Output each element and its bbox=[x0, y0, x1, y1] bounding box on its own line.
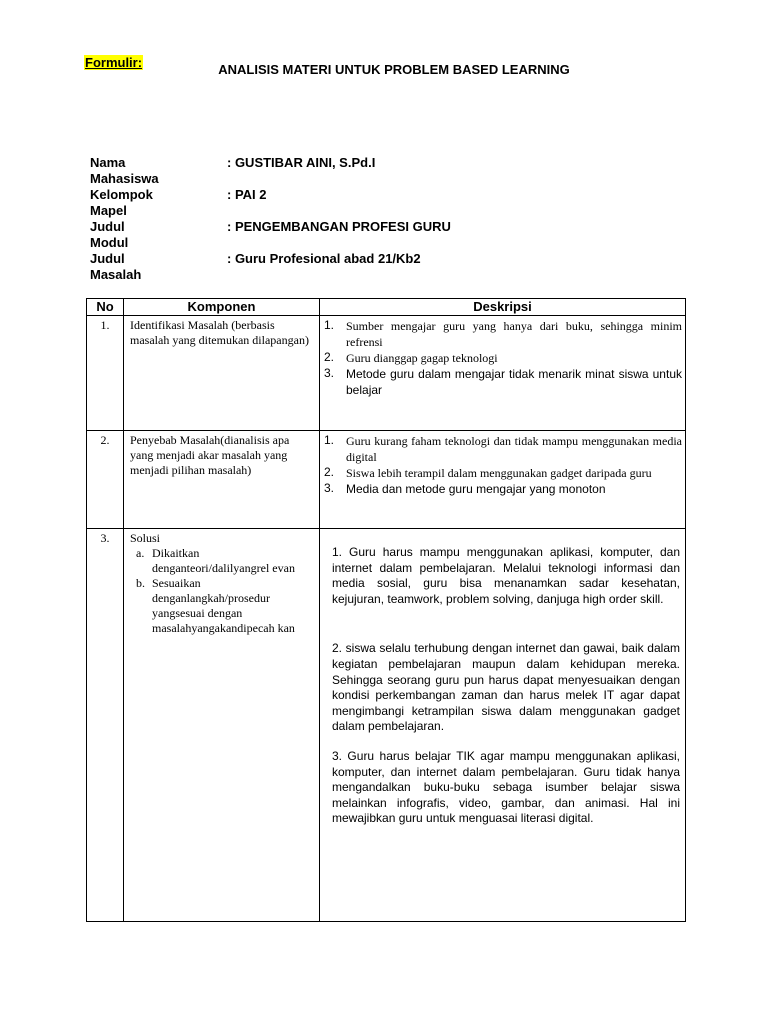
header-component: Komponen bbox=[124, 299, 320, 316]
solution-paragraph: 1. Guru harus mampu menggunakan aplikasi, komputer, dan internet dalam pembelajaran. Melalui teknologi informasi dan media sosial, guru bisa menanamkan sadar kesehatan, kejujuran, teamwork, problem solving, danjuga high order skill. bbox=[332, 545, 680, 606]
info-label: Kelompok Mapel bbox=[90, 187, 153, 218]
table-header-row bbox=[87, 299, 686, 316]
table-row bbox=[87, 316, 686, 431]
list-item: b. Sesuaikan denganlangkah/prosedur yangsesuai dengan masalahyangakandipecah kan bbox=[136, 576, 295, 635]
row-component bbox=[124, 529, 320, 922]
solution-paragraph: 2. siswa selalu terhubung dengan internet dan gawai, baik dalam kegiatan pembelajaran maupun dalam kehidupan mereka. Sehingga seorang guru pun harus dapat menyesuaikan dengan kondisi perkembangan zaman dan harus melek IT agar dapat mengimbangi ketrampilan siswa dalam menggunakan gadget dalam pembelajaran. bbox=[332, 641, 680, 734]
row-description bbox=[320, 529, 686, 922]
list-item: 1. Sumber mengajar guru yang hanya dari buku, sehingga minim refrensi bbox=[324, 318, 682, 349]
row-number: 1. bbox=[87, 316, 124, 431]
row-number: 2. bbox=[87, 431, 124, 529]
form-label: Formulir: bbox=[85, 55, 143, 70]
info-label: Nama Mahasiswa bbox=[90, 155, 159, 186]
row-description bbox=[320, 316, 686, 431]
solution-title: Solusi bbox=[130, 531, 161, 545]
list-item: 2. Siswa lebih terampil dalam menggunakan gadget daripada guru bbox=[324, 465, 652, 480]
row-description bbox=[320, 431, 686, 529]
list-item: a. Dikaitkan denganteori/dalilyangrel evan bbox=[136, 546, 295, 575]
solution-paragraph: 3. Guru harus belajar TIK agar mampu menggunakan aplikasi, komputer, dan internet dalam pembelajaran. Guru tidak hanya mengandalkan buku-buku sebaga isumber belajar siswa melainkan infografis, video, gambar, dan animasi. Hal ini mewajibkan guru untuk menguasai literasi digital. bbox=[332, 748, 680, 826]
info-value: : PAI 2 bbox=[227, 187, 267, 202]
table-row bbox=[87, 529, 686, 922]
document-title: ANALISIS MATERI UNTUK PROBLEM BASED LEARNING bbox=[218, 62, 570, 77]
list-item: 3. Metode guru dalam mengajar tidak menarik minat siswa untuk belajar bbox=[324, 366, 682, 397]
info-value: : PENGEMBANGAN PROFESI GURU bbox=[227, 219, 451, 234]
table-row bbox=[87, 431, 686, 529]
row-component: Identifikasi Masalah (berbasis masalah yang ditemukan dilapangan) bbox=[124, 316, 320, 431]
list-item: 1. Guru kurang faham teknologi dan tidak mampu menggunakan media digital bbox=[324, 433, 682, 464]
list-item: 3. Media dan metode guru mengajar yang monoton bbox=[324, 481, 606, 496]
row-component: Penyebab Masalah(dianalisis apa yang menjadi akar masalah yang menjadi pilihan masalah) bbox=[124, 431, 320, 529]
header-no: No bbox=[87, 299, 124, 316]
info-label: Judul Masalah bbox=[90, 251, 142, 282]
analysis-table bbox=[86, 298, 686, 922]
info-value: : GUSTIBAR AINI, S.Pd.I bbox=[227, 155, 376, 170]
row-number: 3. bbox=[87, 529, 124, 922]
header-description: Deskripsi bbox=[320, 299, 686, 316]
info-value: : Guru Profesional abad 21/Kb2 bbox=[227, 251, 421, 266]
info-label: Judul Modul bbox=[90, 219, 129, 250]
list-item: 2. Guru dianggap gagap teknologi bbox=[324, 350, 498, 365]
